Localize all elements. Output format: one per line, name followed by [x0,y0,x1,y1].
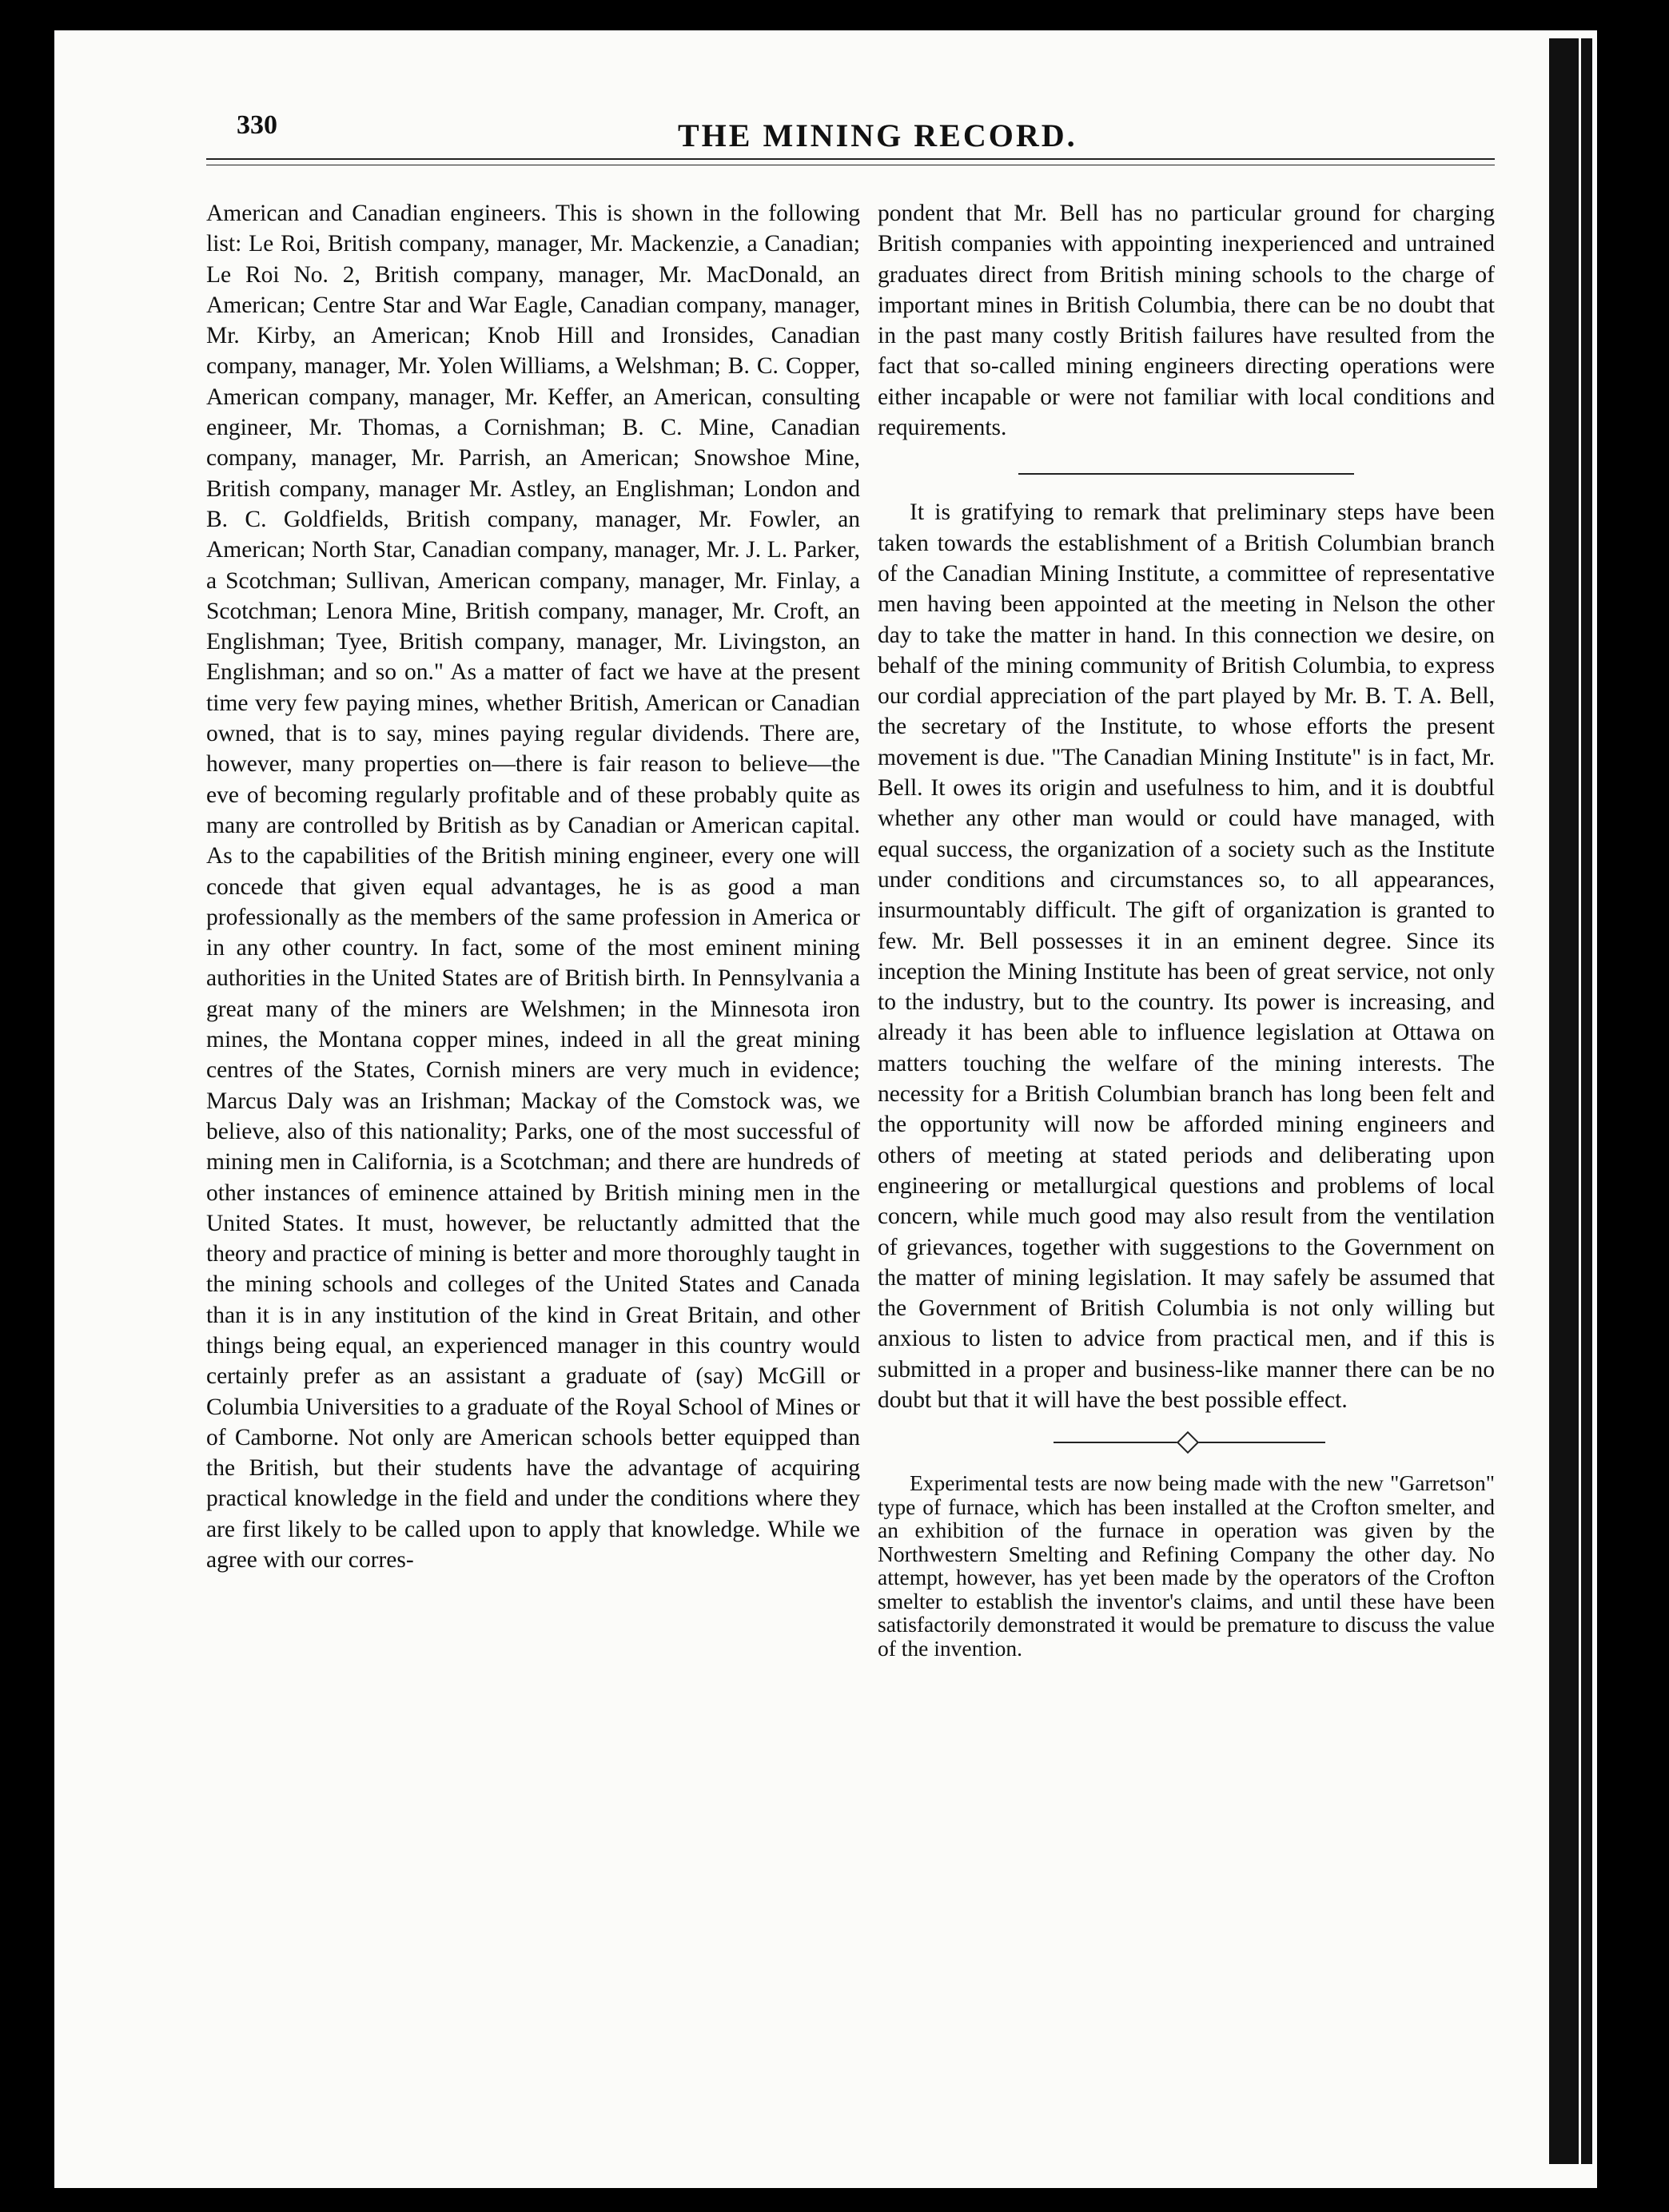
document-page [54,30,1597,2188]
right-paragraph-3: Experimental tests are now being made with the new "Garretson" type of furnace, which has been installed at the Crofton smelter, and an exhibition of the furnace in operation was given by the Northwestern Smelting and Refining Company the other day. No attempt, however, has yet been made by the operators of the Crofton smelter to establish the inventor's claims, and until these have been satisfactorily demonstrated it would be premature to discuss the value of the invention. [878,1470,1495,1661]
right-column [878,198,1495,1660]
right-paragraph-1: pondent that Mr. Bell has no particular ground for charging British companies with appointing inexperienced and untrained graduates direct from British mining schools to the charge of important mines in British Columbia, there can be no doubt that in the past many costly British failures have resulted from the fact that so-called mining engineers directing operations were either incapable or were not familiar with local conditions and requirements. [878,201,1495,441]
right-paragraph-2: It is gratifying to remark that preliminary steps have been taken towards the establishment of a British Columbian branch of the Canadian Mining Institute, a committee of representative men having been appointed at the meeting in Nelson the other day to take the matter in hand. In this connection we desire, on behalf of the mining community of British Columbia, to express our cordial appreciation of the part played by Mr. B. T. A. Bell, the secretary of the Institute, to whose efforts the present movement is due. "The Canadian Mining Institute" is in fact, Mr. Bell. It owes its origin and usefulness to him, and it is doubtful whether any other man would or could have managed, with equal success, the organization of a society such as the Institute under conditions and circumstances so, to all appearances, insurmountably difficult. The gift of organization is granted to few. Mr. Bell possesses it in an eminent degree. Since its inception the Mining Institute has been of great service, not only to the industry, but to the country. Its power is increasing, and already it has been able to influence legislation at Ottawa on matters touching the welfare of the mining interests. The necessity for a British Columbian branch has long been felt and the opportunity will now be afforded mining engineers and others of meeting at stated periods and deliberating upon engineering or metallurgical questions and problems of local concern, while much good may also result from the ventilation of grievances, together with suggestions to the Government on the matter of mining legislation. It may safely be assumed that the Government of British Columbia is not only willing but anxious to listen to advice from practical men, and if this is submitted in a proper and business-like manner there can be no doubt but that it will have the best possible effect. [878,499,1495,1413]
page-number: 330 [237,110,277,140]
ornament-divider [878,1426,1495,1458]
left-column-paragraph: American and Canadian engineers. This is shown in the following list: Le Roi, British company, manager, Mr. Mackenzie, a Canadian; Le Roi No. 2, British company, manager, Mr. MacDonald, an American; Centre Star and War Eagle, Canadian company, manager, Mr. Kirby, an American; Knob Hill and Ironsides, Canadian company, manager, Mr. Yolen Williams, a Welshman; B. C. Copper, American company, manager, Mr. Keffer, an American, consulting engineer, Mr. Thomas, a Cornishman; B. C. Mine, Canadian company, manager, Mr. Parrish, an American; Snowshoe Mine, British company, manager Mr. Astley, an Englishman; London and B. C. Goldfields, British company, manager, Mr. Fowler, an American; North Star, Canadian company, manager, Mr. J. L. Parker, a Scotchman; Sullivan, American company, manager, Mr. Finlay, a Scotchman; Lenora Mine, British company, manager, Mr. Croft, an Englishman; Tyee, British company, manager, Mr. Livingston, an Englishman; and so on." As a matter of fact we have at the present time very few paying mines, whether British, American or Canadian owned, that is to say, mines paying regular dividends. There are, however, many properties on—there is fair reason to believe—the eve of becoming regularly profitable and of these probably quite as many are controlled by British as by Canadian or American capital. As to the capabilities of the British mining engineer, every one will concede that given equal advantages, he is as good a man professionally as the members of the same profession in America or in any other country. In fact, some of the most eminent mining authorities in the United States are of British birth. In Pennsylvania a great many of the miners are Welshmen; in the Minnesota iron mines, the Montana copper mines, indeed in all the great mining centres of the States, Cornish miners are very much in evidence; Marcus Daly was an Irishman; Mackay of the Comstock was, we believe, also of this nationality; Parks, one of the most successful of mining men in California, is a Scotchman; and there are hundreds of other instances of eminence attained by British mining men in the United States. It must, however, be reluctantly admitted that the theory and practice of mining is better and more thoroughly taught in the mining schools and colleges of the United States and Canada than it is in any institution of the kind in Great Britain, and other things being equal, an experienced manager in this country would certainly prefer as an assistant a graduate of (say) McGill or Columbia Universities to a graduate of the Royal School of Mines or of Camborne. Not only are American schools better equipped than the British, but their students have the advantage of acquiring practical knowledge in the field and under the conditions where they are first likely to be called upon to apply that knowledge. While we agree with our corres- [206,201,860,1573]
page-edge-shadow [1549,38,1592,2164]
running-head: THE MINING RECORD. [678,117,1077,153]
header-rule [206,158,1495,160]
diamond-ornament-icon [1177,1431,1199,1454]
left-column [206,198,860,1575]
page-edge-line [1579,38,1581,2164]
